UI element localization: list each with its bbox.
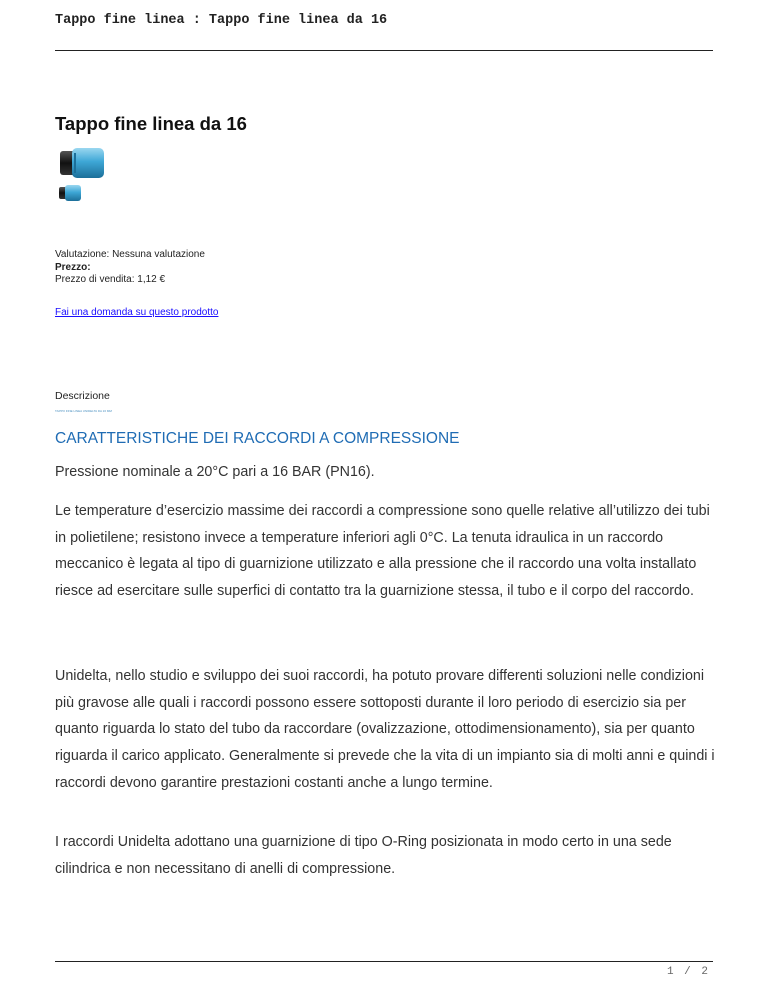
- product-image-large[interactable]: [58, 145, 106, 181]
- rating-text: Valutazione: Nessuna valutazione: [55, 249, 205, 260]
- product-title: Tappo fine linea da 16: [55, 113, 247, 134]
- description-label: Descrizione: [55, 390, 110, 402]
- footer-divider: [55, 961, 713, 962]
- paragraph-unidelta-study: Unidelta, nello studio e sviluppo dei suoi raccordi, ha potuto provare differenti soluzioni nelle condizioni più gravose alle quali i raccordi possono essere sottoposti durante il loro periodo di esercizio sia per quanto riguarda lo stato del tubo da raccordare (ovalizzazione, ottodimensionamento), sia per quanto riguarda il carico applicato. Generalmente si prevede che la vita di un impianto sia di molti anni e quindi i raccordi devono garantire prestazioni costanti anche a lungo termine.: [55, 668, 715, 791]
- price-label: Prezzo:: [55, 261, 91, 273]
- sale-price: Prezzo di vendita: 1,12 €: [55, 274, 166, 285]
- description-caption: TAPPO FINE LINEA UNIDELTA DA 16 MM: [55, 409, 112, 413]
- paragraph-pressure: Pressione nominale a 20°C pari a 16 BAR (PN16).: [55, 464, 375, 480]
- paragraph-temperature: Le temperature d’esercizio massime dei raccordi a compressione sono quelle relative all’utilizzo dei tubi in polietilene; resistono invece a temperature inferiori agli 0°C. La tenuta idraulica in un raccordo meccanico è legata al tipo di guarnizione utilizzato e alla pressione che il raccordo una volta installato riesce ad esercitare sulle superfici di contatto tra la guarnizione stessa, il tubo e il corpo del raccordo.: [55, 503, 710, 600]
- ask-question-link[interactable]: Fai una domanda su questo prodotto: [55, 307, 219, 318]
- section-heading: CARATTERISTICHE DEI RACCORDI A COMPRESSIONE: [55, 430, 460, 447]
- product-image-small[interactable]: [58, 184, 82, 202]
- paragraph-o-ring: I raccordi Unidelta adottano una guarnizione di tipo O-Ring posizionata in modo certo in una sede cilindrica e non necessitano di anelli di compressione.: [55, 834, 672, 877]
- product-meta: [55, 249, 205, 287]
- document-header-title: Tappo fine linea : Tappo fine linea da 16: [55, 13, 388, 28]
- header-divider: [55, 50, 713, 51]
- page-number: 1 / 2: [666, 966, 710, 978]
